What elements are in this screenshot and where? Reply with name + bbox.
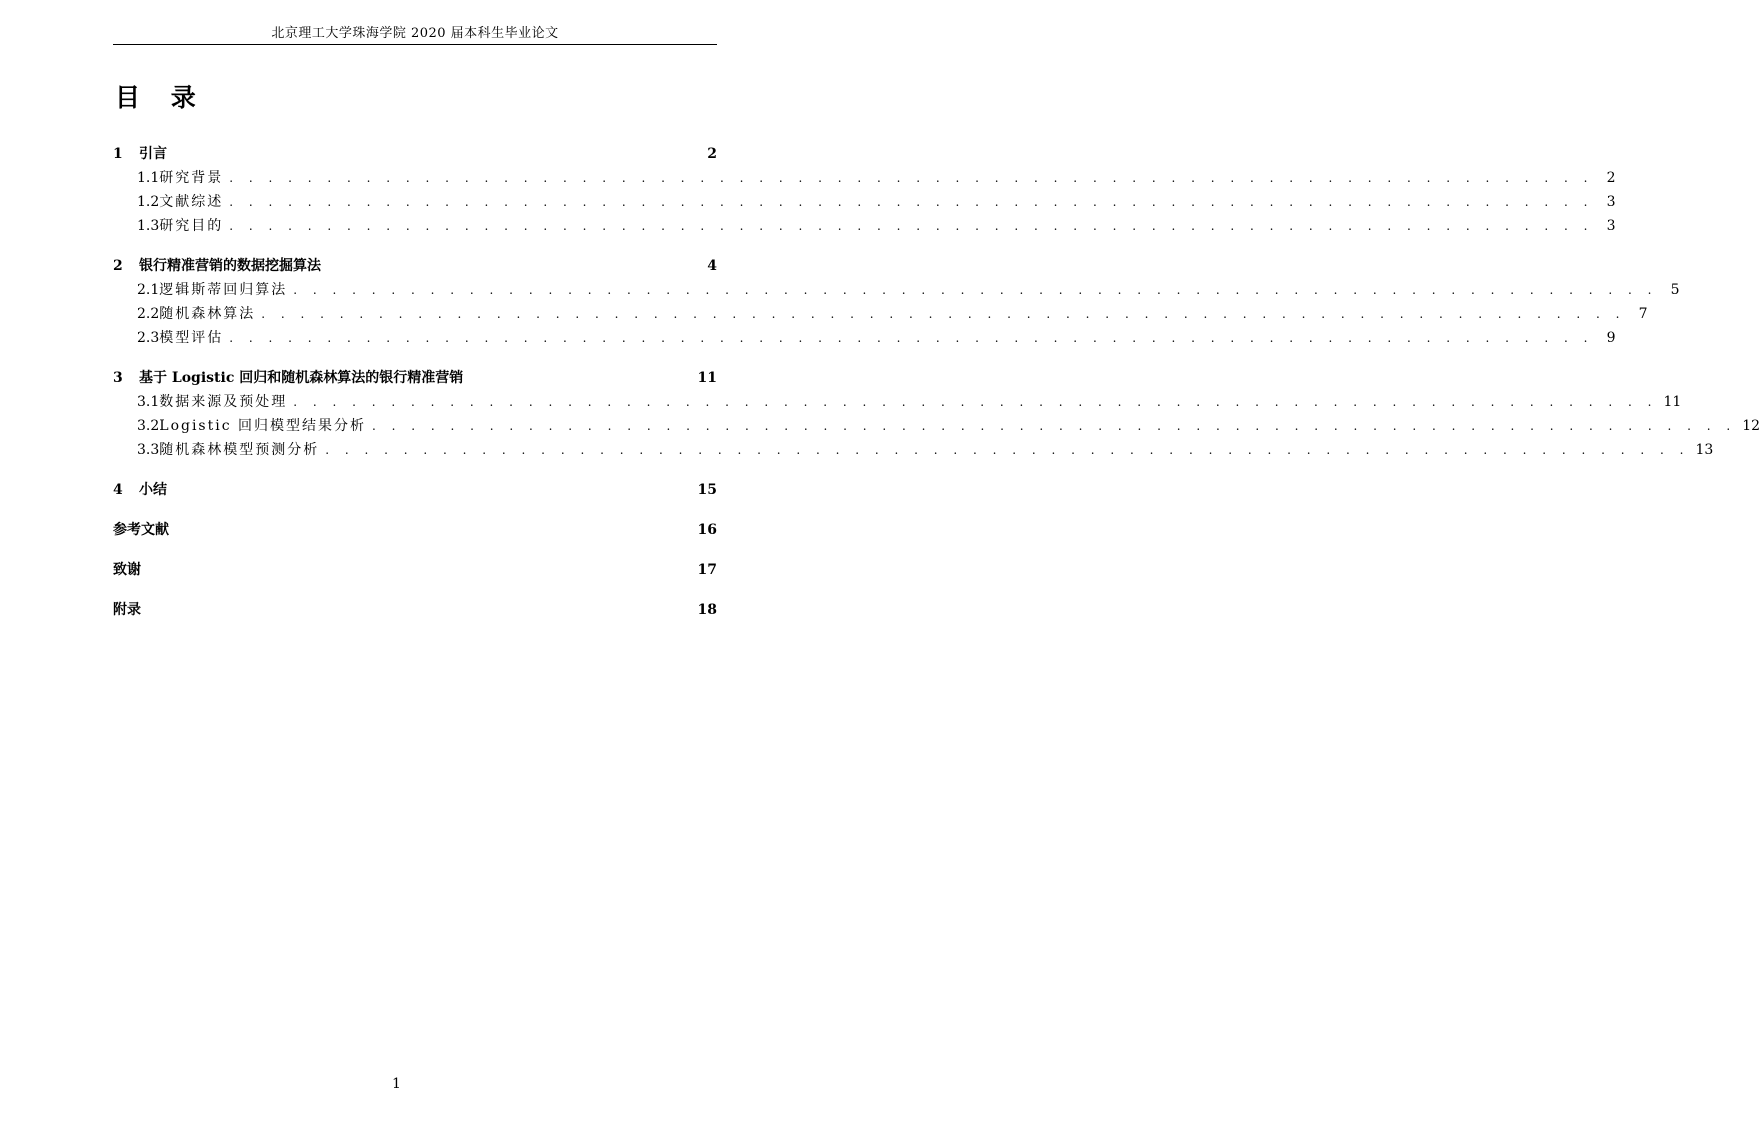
dot-leader: . . . . . . . . . . . . . . . . . . . . . . . . . . . . . . . . . . . . . . . . . . . . . . . . . . . . . . . . . . . . . . . . . . . . . .	[229, 331, 1594, 345]
section-page-number: 5	[1670, 282, 1680, 298]
dot-leader: . . . . . . . . . . . . . . . . . . . . . . . . . . . . . . . . . . . . . . . . . . . . . . . . . . . . . . . . . . . . . . . . . . . . . .	[325, 443, 1690, 457]
section-page-number: 13	[1695, 442, 1714, 458]
chapter-title: 基于 Logistic 回归和随机森林算法的银行精准营销	[139, 370, 464, 386]
toc-section-entry[interactable]	[113, 414, 1760, 438]
chapter-title: 致谢	[113, 562, 141, 578]
chapter-page-number: 18	[697, 602, 717, 618]
section-number: 2.2	[137, 306, 160, 322]
section-title: 研究目的	[159, 218, 224, 234]
section-title: 研究背景	[159, 170, 224, 186]
section-page-number: 3	[1606, 218, 1616, 234]
chapter-number: 1	[113, 146, 123, 162]
table-of-contents	[113, 142, 1760, 622]
chapter-number: 3	[113, 370, 123, 386]
toc-section-entry[interactable]	[113, 190, 1616, 214]
page-number: 1	[392, 1076, 401, 1092]
section-number: 1.3	[137, 218, 160, 234]
section-number: 1.2	[137, 194, 160, 210]
toc-chapter-entry[interactable]	[113, 254, 717, 278]
chapter-title: 小结	[139, 482, 167, 498]
dot-leader: . . . . . . . . . . . . . . . . . . . . . . . . . . . . . . . . . . . . . . . . . . . . . . . . . . . . . . . . . . . . . . . . . . . . . .	[293, 283, 1658, 297]
toc-section-entry[interactable]	[113, 214, 1616, 238]
chapter-title: 引言	[139, 146, 167, 162]
header-divider	[113, 44, 717, 45]
toc-heading: 目 录	[115, 83, 200, 112]
section-title: 文献综述	[159, 194, 224, 210]
toc-chapter-entry[interactable]	[113, 558, 717, 582]
section-page-number: 9	[1606, 330, 1616, 346]
dot-leader: . . . . . . . . . . . . . . . . . . . . . . . . . . . . . . . . . . . . . . . . . . . . . . . . . . . . . . . . . . . . . . . . . . . . . .	[229, 171, 1594, 185]
section-title: 数据来源及预处理	[159, 394, 288, 410]
section-title: 逻辑斯蒂回归算法	[159, 282, 288, 298]
toc-chapter-entry[interactable]	[113, 142, 717, 166]
dot-leader: . . . . . . . . . . . . . . . . . . . . . . . . . . . . . . . . . . . . . . . . . . . . . . . . . . . . . . . . . . . . . . . . . . . . . .	[261, 307, 1626, 321]
chapter-page-number: 16	[697, 522, 717, 538]
section-title: 随机森林模型预测分析	[159, 442, 320, 458]
toc-section-entry[interactable]	[113, 302, 1648, 326]
section-title: 模型评估	[159, 330, 224, 346]
section-title: Logistic 回归模型结果分析	[159, 418, 367, 434]
dot-leader: . . . . . . . . . . . . . . . . . . . . . . . . . . . . . . . . . . . . . . . . . . . . . . . . . . . . . . . . . . . . . . . . . . . . . .	[229, 195, 1594, 209]
toc-chapter-entry[interactable]	[113, 366, 717, 390]
toc-chapter-entry[interactable]	[113, 598, 717, 622]
section-number: 3.3	[137, 442, 160, 458]
dot-leader: . . . . . . . . . . . . . . . . . . . . . . . . . . . . . . . . . . . . . . . . . . . . . . . . . . . . . . . . . . . . . . . . . . . . . .	[372, 419, 1737, 433]
chapter-page-number: 4	[707, 258, 717, 274]
chapter-number: 4	[113, 482, 123, 498]
toc-section-entry[interactable]	[113, 166, 1616, 190]
chapter-number: 2	[113, 258, 123, 274]
chapter-page-number: 2	[707, 146, 717, 162]
section-number: 2.1	[137, 282, 160, 298]
section-page-number: 2	[1606, 170, 1616, 186]
section-number: 3.2	[137, 418, 160, 434]
section-page-number: 11	[1663, 394, 1682, 410]
chapter-page-number: 15	[697, 482, 717, 498]
running-header: 北京理工大学珠海学院 2020 届本科生毕业论文	[271, 26, 559, 41]
section-title: 随机森林算法	[159, 306, 256, 322]
chapter-title: 参考文献	[113, 522, 169, 538]
section-number: 1.1	[137, 170, 160, 186]
toc-section-entry[interactable]	[113, 326, 1616, 350]
dot-leader: . . . . . . . . . . . . . . . . . . . . . . . . . . . . . . . . . . . . . . . . . . . . . . . . . . . . . . . . . . . . . . . . . . . . . .	[229, 219, 1594, 233]
section-number: 3.1	[137, 394, 160, 410]
toc-section-entry[interactable]	[113, 278, 1680, 302]
chapter-title: 附录	[113, 602, 141, 618]
chapter-title: 银行精准营销的数据挖掘算法	[139, 258, 321, 274]
chapter-page-number: 11	[697, 370, 717, 386]
dot-leader: . . . . . . . . . . . . . . . . . . . . . . . . . . . . . . . . . . . . . . . . . . . . . . . . . . . . . . . . . . . . . . . . . . . . . .	[293, 395, 1658, 409]
toc-chapter-entry[interactable]	[113, 518, 717, 542]
chapter-page-number: 17	[697, 562, 717, 578]
toc-chapter-entry[interactable]	[113, 478, 717, 502]
section-page-number: 12	[1742, 418, 1760, 434]
toc-section-entry[interactable]	[113, 438, 1714, 462]
section-page-number: 7	[1638, 306, 1648, 322]
section-number: 2.3	[137, 330, 160, 346]
section-page-number: 3	[1606, 194, 1616, 210]
toc-section-entry[interactable]	[113, 390, 1682, 414]
